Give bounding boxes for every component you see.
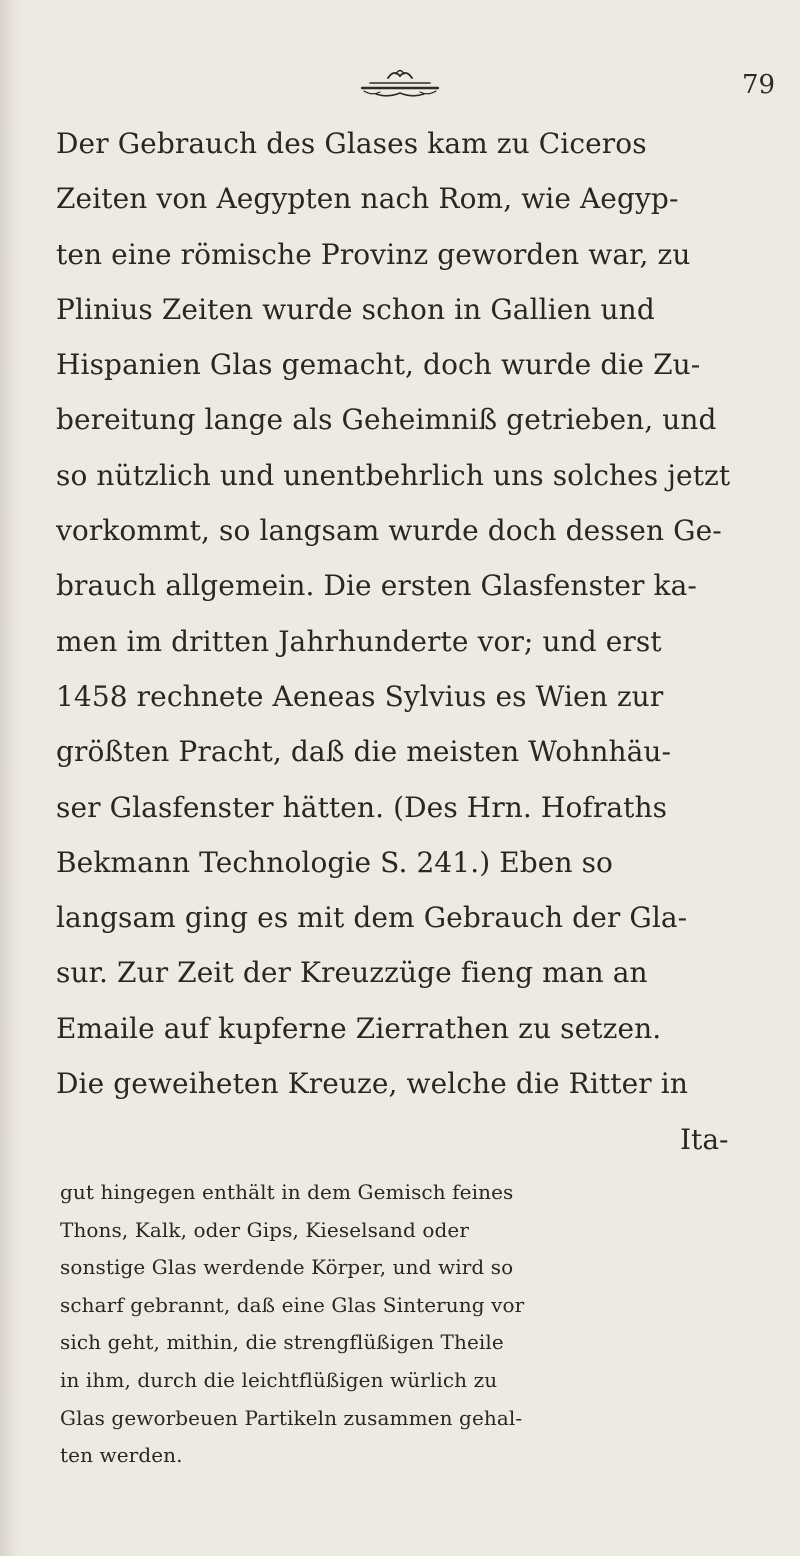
footnote-line: Glas geworbeuen Partikeln zusammen gehal- <box>60 1405 523 1430</box>
decorative-ornament-icon <box>358 66 442 100</box>
text-line: ser Glasfenster hätten. (Des Hrn. Hofraths <box>56 790 668 824</box>
text-line: Emaile auf kupferne Zierrathen zu setzen. <box>56 1011 662 1045</box>
catchword: Ita- <box>680 1123 729 1156</box>
text-line: ten eine römische Provinz geworden war, zu <box>56 237 691 271</box>
footnote-line: Thons, Kalk, oder Gips, Kieselsand oder <box>60 1217 470 1242</box>
text-line: Plinius Zeiten wurde schon in Gallien und <box>56 292 655 326</box>
footnote-line: in ihm, durch die leichtflüßigen würlich zu <box>60 1367 498 1392</box>
footnote-line: sonstige Glas werdende Körper, und wird so <box>60 1255 514 1280</box>
footnote-line: gut hingegen enthält in dem Gemisch feines <box>60 1180 514 1204</box>
text-line: Der Gebrauch des Glases kam zu Ciceros <box>56 127 647 160</box>
text-line: größten Pracht, daß die meisten Wohnhäu- <box>56 735 672 769</box>
text-line: langsam ging es mit dem Gebrauch der Gla- <box>56 901 688 935</box>
footnote-line: sich geht, mithin, die strengflüßigen Theile <box>60 1330 504 1355</box>
text-line: 1458 rechnete Aeneas Sylvius es Wien zur <box>56 679 664 713</box>
text-line: Hispanien Glas gemacht, doch wurde die Zu- <box>56 348 701 382</box>
text-line: vorkommt, so langsam wurde doch dessen Ge- <box>56 514 722 548</box>
footnote-line: scharf gebrannt, daß eine Glas Sinterung vor <box>60 1292 525 1317</box>
text-line: Die geweiheten Kreuze, welche die Ritter in <box>56 1067 688 1101</box>
page-number: 79 <box>742 70 776 100</box>
text-line: Bekmann Technologie S. 241.) Eben so <box>56 845 614 879</box>
text-line: bereitung lange als Geheimniß getrieben, und <box>56 403 717 437</box>
footnote-line: ten werden. <box>60 1443 183 1468</box>
main-text-block <box>56 116 776 1111</box>
footnote-block <box>60 1174 780 1475</box>
text-line: sur. Zur Zeit der Kreuzzüge fieng man an <box>56 956 648 990</box>
text-line: Zeiten von Aegypten nach Rom, wie Aegyp- <box>56 182 679 216</box>
text-line: so nützlich und unentbehrlich uns solches jetzt <box>56 458 731 492</box>
text-line: men im dritten Jahrhunderte vor; und erst <box>56 624 662 658</box>
text-line: brauch allgemein. Die ersten Glasfenster ka- <box>56 569 697 603</box>
